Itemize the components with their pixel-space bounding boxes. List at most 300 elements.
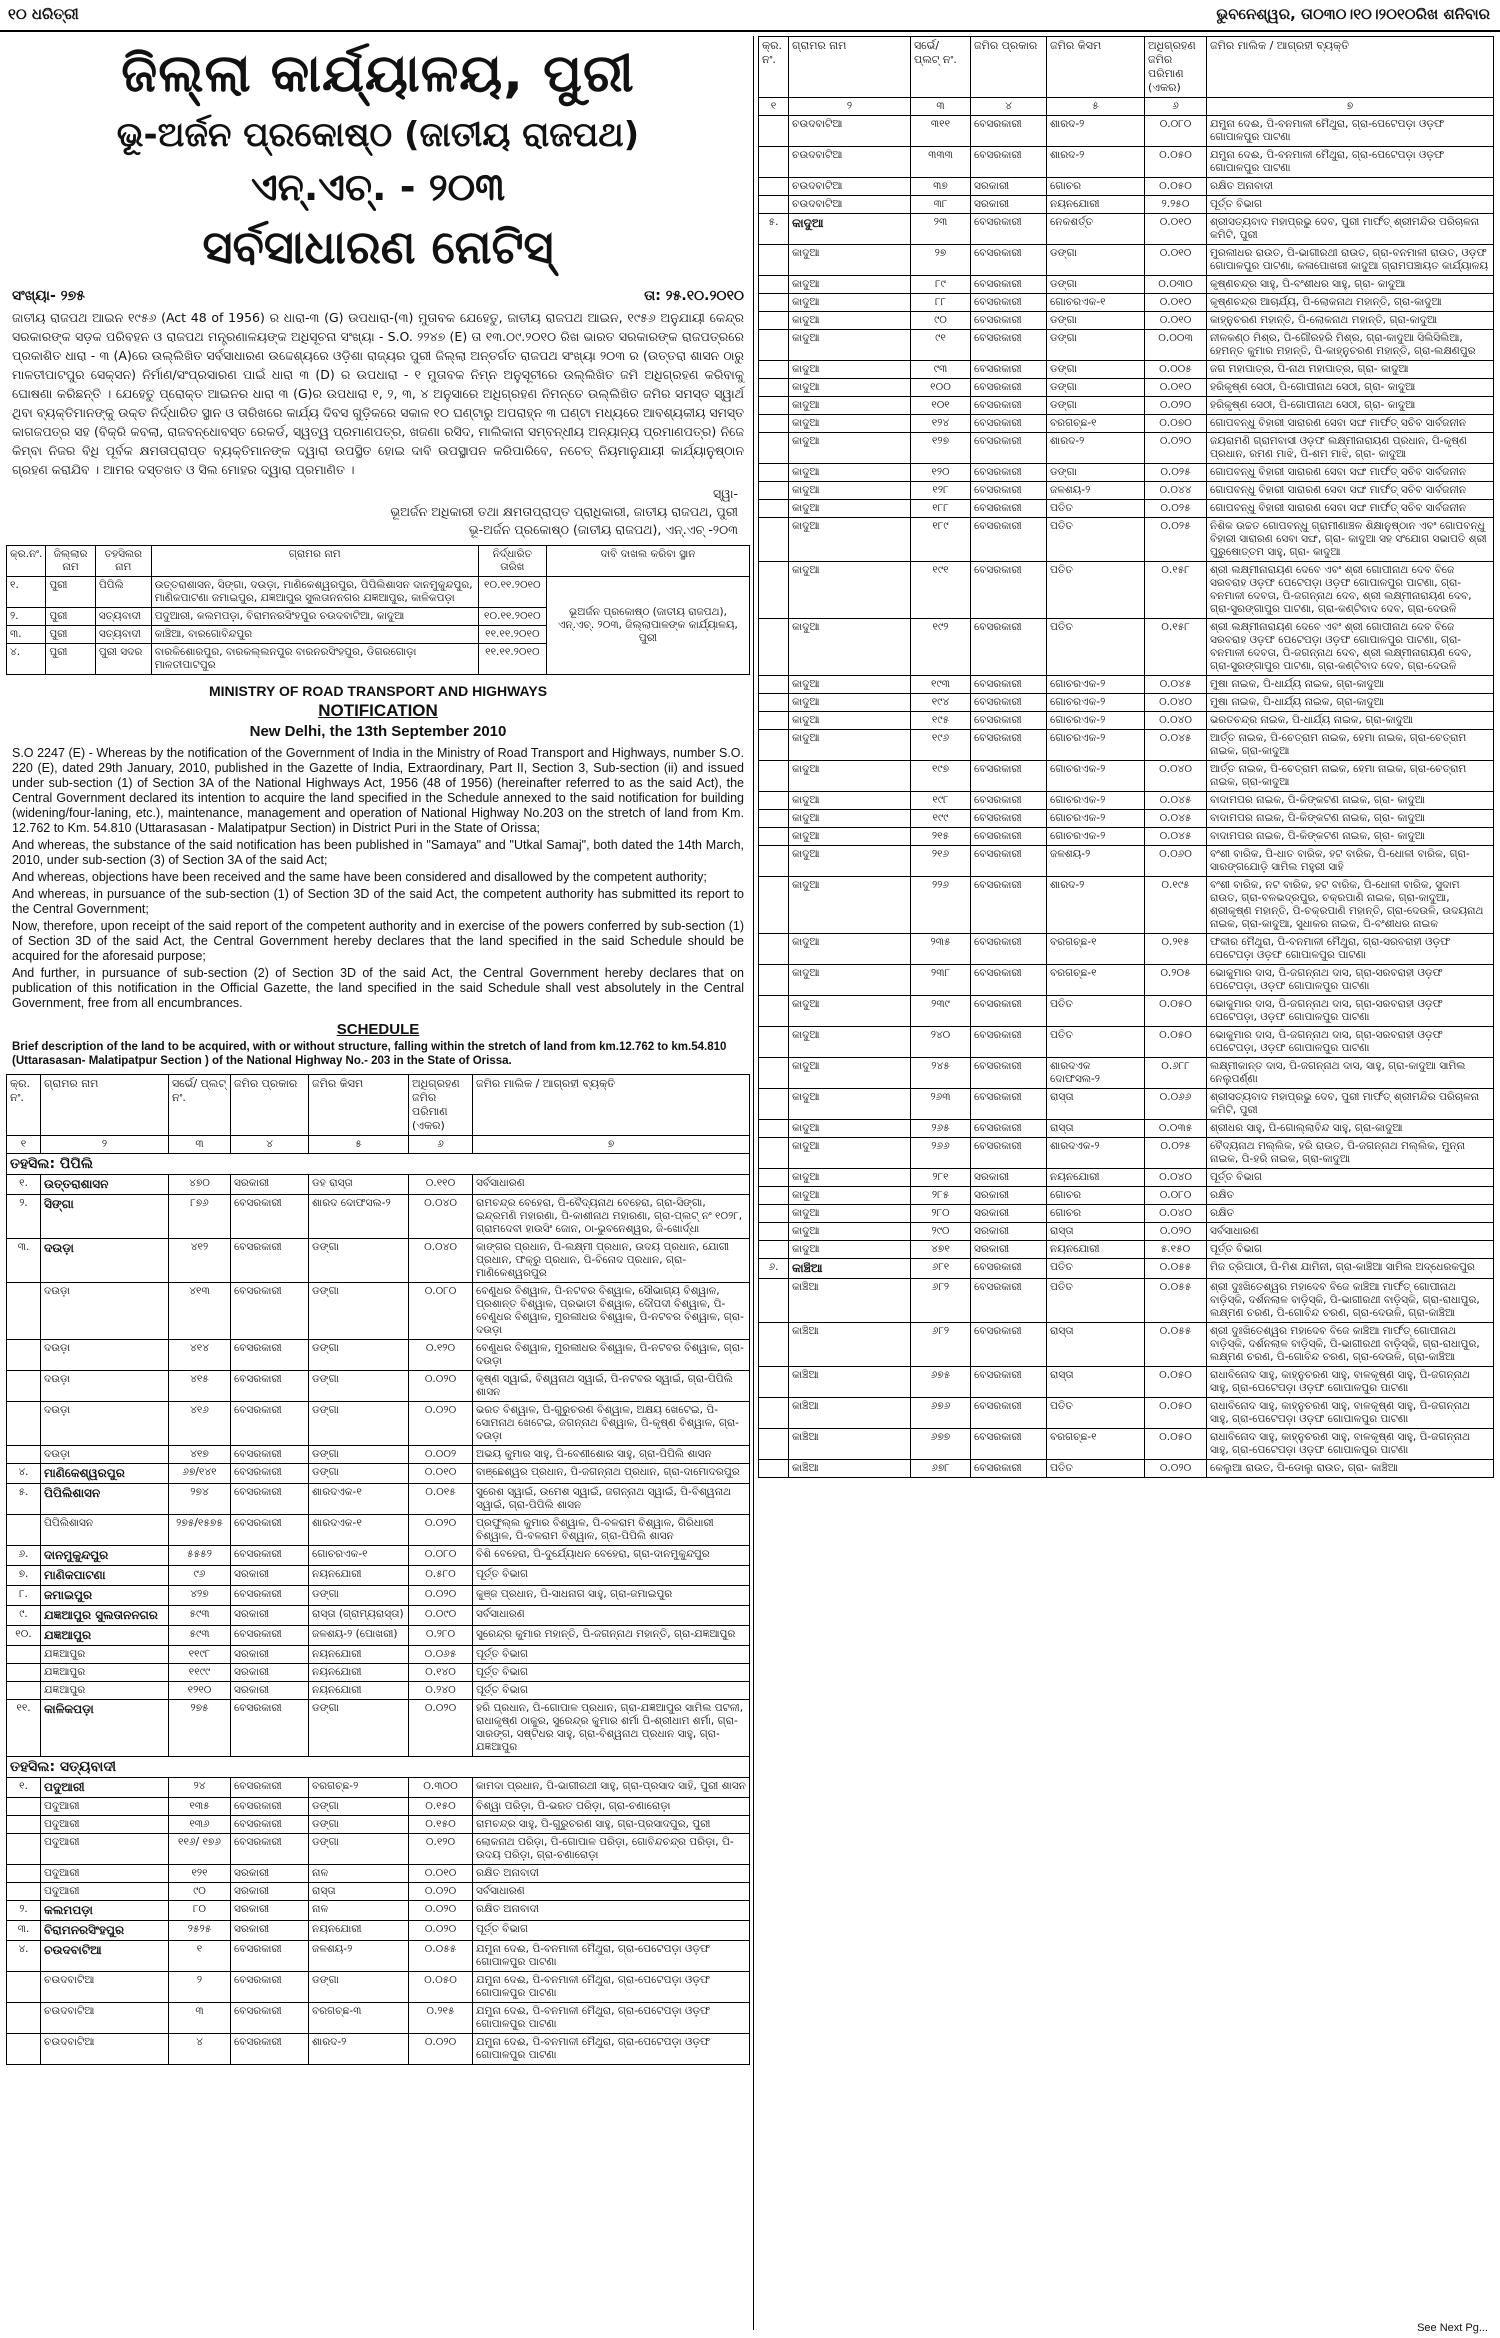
schedule-area-cell: ୦.୦୪୫ [1145,792,1207,810]
schedule-village-cell: କାଦୁଆ [789,1027,911,1058]
schedule-sl-cell [7,1883,41,1901]
schedule-area-cell: ୦.୦୨୦ [409,2034,473,2065]
schedule-area-cell: ୦.୦୧୦ [1145,312,1207,330]
masthead [0,0,1500,32]
schedule-plot-cell: ୨୩ [911,214,971,245]
schedule-plot-cell: ୯୦ [169,1883,231,1901]
schedule-plot-cell: ୧୯୫ [911,712,971,730]
schedule-kisam-cell: ପତିତ [1047,996,1145,1027]
schedule-owner-cell: ଜୟରାମଣି ଗ୍ରାମବାସୀ ଓଡ଼ଫ ଲକ୍ଷ୍ମୀନାରାୟଣ ପ୍ରଧାନ, ପି-କୃଷ୍ଣ ପ୍ରଧାନ, ରମଣ ମାଝି, ପି-ଶମ ମାଝି, ଗ୍ରା- କାଦୁଆ [1207,433,1494,464]
schedule-sl-cell [759,276,789,294]
table-row [7,1340,750,1371]
schedule-village-cell: ପଦୁଆରୀ [41,1816,169,1834]
schedule-kisam-cell: ବରଗଚ୍ଛ-୧ [1047,415,1145,433]
schedule-village-cell: କାଞ୍ଚିଆ [789,1367,911,1398]
schedule-area-cell: ୦.୦୬୬ [1145,1089,1207,1120]
schedule-kisam-cell: ଡଙ୍ଗା [309,1340,409,1371]
schedule-sl-cell [759,312,789,330]
schedule-plot-cell: ୨୧୬ [911,846,971,877]
schedule-sl-cell [7,2034,41,2065]
schedule-owner-cell: ଶ୍ରୀ ଦୁଃଖିତେଶ୍ୱର ମହାଦେବ ବିଜେ କାଞ୍ଚିଆ ମାର୍ଫତ୍ ଗୋପୀନାଥ ବାଡ଼ିସ୍କି, ଦର୍ଶନଲାଳ ବାଡ଼ିସ୍କି, ପି-ଭାଗୀରଥୀ ବାଡ଼ିସ୍କି, ଗ୍ରା-ରାଧାପୁର, ଲକ୍ଷ୍ମଣ ଚରଣ, ପି-ଗୋବିନ୍ଦ ଚରଣ, ଗ୍ରା-ଦେଉଳି, ଗ୍ରା-କାଞ୍ଚିଆ [1207,1323,1494,1367]
schedule-kind-cell: ସରକାରୀ [971,178,1047,196]
schedule-kisam-cell: ପତିତ [1047,1027,1145,1058]
schedule-kind-cell: ବେସରକାରୀ [231,1239,309,1283]
schedule-owner-cell: ହରିକୃଷ୍ଣ ସେଠୀ, ପି-ଗୋପୀନାଥ ସେଠୀ, ଗ୍ରା- କାଦୁଆ [1207,397,1494,415]
schedule-kind-cell: ବେସରକାରୀ [231,1778,309,1798]
schedule-plot-cell: ୧୯୮ [911,792,971,810]
schedule-kind-cell: ବେସରକାରୀ [971,379,1047,397]
schedule-plot-cell: ୩୮ [911,196,971,214]
schedule-kind-cell: ସରକାରୀ [971,1205,1047,1223]
schedule-village-cell: କାଞ୍ଚିଆ [789,1259,911,1279]
schedule-kind-cell: ବେସରକାରୀ [971,330,1047,361]
schedule-kind-cell: ବେସରକାରୀ [971,245,1047,276]
schedule-village-cell: କାଦୁଆ [789,712,911,730]
sign-line-3: ଭୂ-ଅର୍ଜନ ପ୍ରକୋଷ୍ଠ (ଜାତୀୟ ରାଜପଥ), ଏନ୍.ଏଚ୍ -୨୦୩ [468,522,738,537]
schedule-area-cell: ୦.୦୮୦ [1145,1187,1207,1205]
schedule-kisam-cell: ଡଙ୍ଗା [1047,312,1145,330]
schedule-area-cell: ୦.୦୫୦ [1145,178,1207,196]
schedule-village-cell: କାଦୁଆ [789,1169,911,1187]
schedule-kind-cell: ବେସରକାରୀ [971,934,1047,965]
schedule-area-cell: ୦.୦୫୦ [1145,1367,1207,1398]
hearing-header-cell: ଦାବି ଦାଖଲ କରିବା ସ୍ଥାନ [546,546,749,577]
table-row [7,1865,750,1883]
hearing-sl-cell: ୧. [7,577,46,608]
schedule-owner-cell: ଯମୁନା ଦେଈ, ପି-ବନମାଳୀ ମୈଥୁରା, ଗ୍ରା-ପେଟେପଡ଼ା ଓଡ଼ଫ ଗୋପାଳପୁର ପାଟଣା [473,2003,750,2034]
schedule-area-cell: ୦.୦୧୦ [409,1464,473,1484]
schedule-plot-cell: ୧୯୪ [911,694,971,712]
table-row [759,1089,1494,1120]
schedule-sl-cell [759,196,789,214]
table-row [7,1283,750,1340]
hearing-villages-cell: ଉତ୍ତରାଶାସନ, ସିଙ୍ଗା, ଦଉଡ଼ା, ମାଣିକେଶ୍ୱରପୁର, ପିପିଲିଶାସନ ଦାନମୁକୁନ୍ଦପୁର, ମାଣିକପାଟଣା ଜମାଇପୁର, ଯଜ୍ଞଆପୁର ସୁଲତାନନଗର ଯଜ୍ଞଆପୁର, କାଳିକପଡ଼ା [151,577,478,608]
schedule-village-cell: କାଦୁଆ [789,562,911,619]
schedule-owner-cell: ମୁଷା ନାଇକ, ପି-ଧାର୍ଯ୍ୟ ନାଇକ, ଗ୍ରା-କାଦୁଆ [1207,676,1494,694]
table-row [759,1398,1494,1429]
schedule-area-cell: ୦.୦୧୦ [1145,245,1207,276]
table-row [7,1972,750,2003]
schedule-kind-cell: ବେସରକାରୀ [971,996,1047,1027]
hearing-header-cell: ତହସିଲର ନାମ [95,546,151,577]
schedule-kind-cell: ବେସରକାରୀ [231,1798,309,1816]
schedule-village-cell: କାଦୁଆ [789,619,911,676]
schedule-owner-cell: ପୂର୍ତ୍ତ ବିଭାଗ [1207,196,1494,214]
schedule-sl-cell [759,116,789,147]
schedule-owner-cell: ଭରତ ବିଶ୍ୱାଳ, ପି-ଗୁରୁଚରଣ ବିଶ୍ୱାଳ, ଅକ୍ଷୟ ଖେଟେଇ, ପି-ସୋମନାଥ ଖେଟେଇ, ଜଗନ୍ନାଥ ବିଶ୍ୱାଳ, ପି-କୃଷ୍ଣ ବିଶ୍ୱାଳ, ଗ୍ରା- ଦଉଡ଼ା [473,1402,750,1446]
schedule-owner-cell: ପୂର୍ତ୍ତ ବିଭାଗ [473,1921,750,1941]
schedule-brief: Brief description of the land to be acquired, with or without structure, falling within the stretch of land from km.12.762 to km.54.810 (Uttarasasan- Malatipatpur Section ) of the National Highway No.- 203 in the State of Orissa. [12,1041,727,1067]
table-row [759,828,1494,846]
hearing-header-cell: ଗ୍ରାମର ନାମ [151,546,478,577]
schedule-area-cell: ୦.୨୮୦ [409,1626,473,1646]
notice-date: ତା: ୨୫.୧୦.୨୦୧୦ [644,288,744,304]
schedule-area-cell: ୦.୦୪୦ [1145,1205,1207,1223]
schedule-village-cell: କାଦୁଆ [789,761,911,792]
schedule-owner-cell: ଭୋକୁମାର ଦାସ, ପି-ଜଗନ୍ନାଥ ଦାସ, ଗ୍ରା-ସରବରାହୀ ଓଡ଼ଫ ପେଟେପଡ଼ା, ଓଡ଼ଫ ଗୋପାଳପୁର ପାଟଣା [1207,965,1494,996]
schedule-sl-cell [759,676,789,694]
schedule-area-cell: ୦.୧୫୦ [409,1816,473,1834]
continued-note: See Next Pg... [1417,2322,1488,2334]
schedule-area-cell: ୦.୦୮୦ [409,1283,473,1340]
schedule-kind-cell: ସରକାରୀ [231,1865,309,1883]
schedule-area-cell: ୫.୧୫୦ [1145,1241,1207,1259]
schedule-kisam-cell: ପତିତ [1047,562,1145,619]
schedule-kind-cell: ବେସରକାରୀ [231,1283,309,1340]
hearing-sl-cell: ୨. [7,608,46,626]
schedule-number-cell: ୩ [911,98,971,116]
schedule-kind-cell: ବେସରକାରୀ [971,562,1047,619]
hearing-date-cell: ୧୧.୧୧.୨୦୧୦ [478,626,546,644]
schedule-number-cell: ୨ [789,98,911,116]
table-row [759,1120,1494,1138]
schedule-sl-cell [759,846,789,877]
schedule-kisam-cell: ନୟନଯୋରୀ [309,1682,409,1700]
schedule-village-cell: ଉତ୍ତରାଶାସନ [41,1175,169,1195]
schedule-plot-cell: ୧୧୯୯ [169,1664,231,1682]
table-row [759,147,1494,178]
table-row [759,1259,1494,1279]
schedule-plot-cell: ୧୨୮ [911,482,971,500]
schedule-kisam-cell: ଡଙ୍ଗା [1047,276,1145,294]
schedule-owner-cell: ମୁଷା ନାଇକ, ପି-ଧାର୍ଯ୍ୟ ନାଇକ, ଗ୍ରା-କାଦୁଆ [1207,694,1494,712]
table-row [759,965,1494,996]
schedule-kisam-cell: ନୟନଯୋରୀ [309,1921,409,1941]
schedule-sl-cell [7,1283,41,1340]
schedule-kind-cell: ବେସରକାରୀ [971,810,1047,828]
schedule-area-cell: ୦.୦୭୦ [1145,415,1207,433]
schedule-kisam-cell: ରାସ୍ତା [309,1883,409,1901]
schedule-owner-cell: କୃଷ୍ଣଚନ୍ଦ୍ର ଆଚାର୍ଯ୍ୟ, ପି-ଲୋକନାଥ ମହାନ୍ତି, ଗ୍ରା-କାଦୁଆ [1207,294,1494,312]
schedule-plot-cell: ୬୭୭ [911,1429,971,1460]
schedule-plot-cell: ୮୯ [911,276,971,294]
schedule-kisam-cell: ନାଳ [309,1865,409,1883]
schedule-area-cell: ୦.୦୨୦ [1145,397,1207,415]
schedule-village-cell: କାଞ୍ଚିଆ [789,1460,911,1478]
schedule-kisam-cell: ଗୋଚରଏକ-୨ [1047,730,1145,761]
schedule-area-cell: ୦.୦୦୩ [1145,330,1207,361]
schedule-village-cell: ଦଉଡ଼ା [41,1283,169,1340]
schedule-owner-cell: ନିଶିକ ଉଚ୍ଚତ ଗୋପବନ୍ଧୁ ଗ୍ରାମୀଣାଞ୍ଚଳ ଶିକ୍ଷାନୁଷ୍ଠାନ ଏବଂ ଗୋପବନ୍ଧୁ ବିହାରୀ ସାରାରଣ ସେବା ସଙ୍ଘ, ଗ୍ରା- କାଦୁଆ ସହ ସଂଯୋଗ ସଭାପତି ଶ୍ରୀ ପୁରୁଷୋତ୍ତମ ସାହୁ, ଗ୍ରା- କାଦୁଆ [1207,518,1494,562]
schedule-sl-cell: ୧. [7,1175,41,1195]
schedule-sl-cell [759,996,789,1027]
schedule-plot-cell: ୪ [169,2034,231,2065]
schedule-plot-cell: ୧ [169,1941,231,1972]
schedule-owner-cell: ଆର୍ତ୍ତ ନାଇକ, ପି-ଚେତ୍ରାମ ନାଇକ, ହେମା ନାଇକ, ଗ୍ରା-ଚେତ୍ରାମ ନାଇକ, ଗ୍ରା-କାଦୁଆ [1207,761,1494,792]
schedule-plot-cell: ୬୮୨ [911,1323,971,1367]
schedule-kind-cell: ସରକାରୀ [231,1883,309,1901]
schedule-sl-cell [759,877,789,934]
schedule-owner-cell: ବିଶ୍ୱା ପରିଡ଼ା, ପି-ଭରତ ପରିଡ଼ା, ଗ୍ରା-ଚଣାରୋଡ଼ା [473,1798,750,1816]
schedule-owner-cell: ବେଣୁଧର ବିଶ୍ୱାଳ, ମୁରଲୀଧର ବିଶ୍ୱାଳ, ପି-ନଟବର ବିଶ୍ୱାଳ, ଗ୍ରା- ଦଉଡ଼ା [473,1340,750,1371]
schedule-sl-cell: ୧୦. [7,1626,41,1646]
schedule-owner-cell: ମିଜ ତ୍ରିପାଠୀ, ପି-ମିଶ ଯାମିନୀ, ଗ୍ରା-କାଞ୍ଚିଆ ସାମିଲ ଅଦ୍ଧେରକପୁର [1207,1259,1494,1279]
schedule-village-cell: କାଦୁଆ [789,730,911,761]
schedule-kisam-cell: ନୟନଯୋରୀ [1047,1169,1145,1187]
schedule-area-cell: ୦.୨୧୫ [409,2003,473,2034]
schedule-owner-cell: ଗୋପବନ୍ଧୁ ବିହାରୀ ସାରାରଣ ସେବା ସଙ୍ଘ ମାର୍ଫତ୍ ସଚିବ ସାର୍ବଜନୀନ [1207,464,1494,482]
schedule-kisam-cell: ଡଙ୍ଗା [1047,361,1145,379]
table-row [7,1464,750,1484]
table-row [7,1798,750,1816]
schedule-area-cell: ୦.୦୫୦ [1145,1027,1207,1058]
schedule-plot-cell: ୪୧୪ [169,1340,231,1371]
schedule-village-cell: ଦଉଡ଼ା [41,1239,169,1283]
schedule-area-cell: ୦.୦୪୫ [1145,810,1207,828]
schedule-kind-cell: ସରକାରୀ [231,1682,309,1700]
schedule-owner-cell: ବାଞ୍ଛେଶ୍ୱର ପ୍ରଧାନ, ପି-ଜଗନ୍ନାଥ ପ୍ରଧାନ, ଗ୍ରା-ଦାମୋଦରପୁର [473,1464,750,1484]
schedule-owner-cell: ଗୋପବନ୍ଧୁ ବିହାରୀ ସାରାରଣ ସେବା ସଙ୍ଘ ମାର୍ଫତ୍ ସଚିବ ସାର୍ବଜନୀନ [1207,415,1494,433]
schedule-kind-cell: ବେସରକାରୀ [971,828,1047,846]
schedule-owner-cell: ସୁରେନ୍ଦ୍ର କୁମାର ମହାନ୍ତି, ପି-ଜଗନ୍ନାଥ ମହାନ୍ତି, ଗ୍ରା-ଯଜ୍ଞଆପୁର [473,1626,750,1646]
schedule-kind-cell: ବେସରକାରୀ [971,1089,1047,1120]
schedule-kisam-cell: ଗୋଚରଏକ-୨ [1047,712,1145,730]
schedule-kisam-cell: ଡହ ରାସ୍ତା [309,1175,409,1195]
schedule-kind-cell: ସରକାରୀ [971,1223,1047,1241]
schedule-area-cell: ୦.୦୮୦ [1145,116,1207,147]
schedule-plot-cell: ୨୬୫ [911,1120,971,1138]
schedule-village-cell: କାଦୁଆ [789,1089,911,1120]
table-row [7,2003,750,2034]
table-row [7,1515,750,1546]
table-row [759,464,1494,482]
schedule-sl-cell [759,761,789,792]
schedule-number-cell: ୩ [169,1136,231,1154]
schedule-plot-cell: ୨୭୫/୧୫୭୫ [169,1515,231,1546]
schedule-area-cell: ୦.୦୫୦ [1145,1429,1207,1460]
schedule-sl-cell [7,1682,41,1700]
schedule-owner-cell: କାହ୍ନୁଚରଣ ମହାନ୍ତି, ପି-ଲୋକନାଥ ମହାନ୍ତି, ଗ୍ରା-କାଦୁଆ [1207,312,1494,330]
schedule-plot-cell: ୧୨୪ [911,415,971,433]
schedule-kisam-cell: ଗୋଚରଏକ-୨ [1047,694,1145,712]
schedule-kind-cell: ବେସରକାରୀ [971,1429,1047,1460]
schedule-sl-cell [759,178,789,196]
schedule-village-cell: ପଦୁଆରୀ [41,1778,169,1798]
ref-line [6,288,750,304]
schedule-header-cell: ସର୍ଭେ/ ପ୍ଲଟ୍ ନଂ. [169,1075,231,1136]
schedule-owner-cell: ଆର୍ତ୍ତ ନାଇକ, ପି-ଚେତ୍ରାମ ନାଇକ, ହେମା ନାଇକ, ଗ୍ରା-ଚେତ୍ରାମ ନାଇକ, ଗ୍ରା-କାଦୁଆ [1207,730,1494,761]
schedule-kind-cell: ବେସରକାରୀ [971,276,1047,294]
hearing-header-cell: ଜିଲ୍ଲାର ନାମ [46,546,96,577]
schedule-kisam-cell: ଡଙ୍ଗା [309,1834,409,1865]
schedule-kisam-cell: ଜଳଶୟ-୨ [1047,846,1145,877]
schedule-owner-cell: ଲକ୍ଷ୍ମୀକାନ୍ତ ଦାସ, ପି-ଜଗନ୍ନାଥ ଦାସ, ସାହୁ, ଗ୍ରା-କାଦୁଆ ସାମିଲ ନେଲୁପର୍ଣ୍ଣା [1207,1058,1494,1089]
schedule-kisam-cell: ରାସ୍ତା [1047,1120,1145,1138]
notification-heading: NOTIFICATION [318,701,438,720]
schedule-kind-cell: ବେସରକାରୀ [231,1515,309,1546]
schedule-area-cell: ୦.୦୨୦ [1145,1223,1207,1241]
schedule-village-cell: କାଦୁଆ [789,1187,911,1205]
hearing-district-cell: ପୁରୀ [46,644,96,675]
schedule-area-cell: ୦.୩୦୦ [409,1778,473,1798]
schedule-kisam-cell: ଗୋଚରଏକ-୨ [1047,792,1145,810]
schedule-sl-cell [7,1834,41,1865]
schedule-kind-cell: ବେସରକାରୀ [231,2034,309,2065]
schedule-area-cell: ୦.୧୫୮ [1145,619,1207,676]
schedule-kisam-cell: ଗୋଚରଏକ-୨ [1047,761,1145,792]
schedule-owner-cell: କାମଦା ପ୍ରଧାନ, ପି-ଭାଗୀରଥୀ ସାହୁ, ଗ୍ରା-ପ୍ରସାଦ ସାହି, ପୁରୀ ଶାସନ [473,1778,750,1798]
schedule-area-cell: ୦.୦୬୫ [409,1646,473,1664]
schedule-kind-cell: ବେସରକାରୀ [971,1279,1047,1323]
tehsil-heading: ତହସିଲ: ସତ୍ୟବାଦୀ [7,1757,750,1778]
schedule-area-cell: ୦.୦୪୦ [409,1239,473,1283]
schedule-plot-cell: ୫୯୩ [169,1626,231,1646]
schedule-kisam-cell: ଗୋଚରଏକ-୨ [1047,810,1145,828]
schedule-kisam-cell: ଶାରଦଏକ-୧ [309,1484,409,1515]
table-row [7,1546,750,1566]
schedule-kind-cell: ବେସରକାରୀ [971,877,1047,934]
table-row [7,1816,750,1834]
table-row [759,1223,1494,1241]
table-row [759,214,1494,245]
schedule-kisam-cell: ଡଙ୍ଗା [309,1239,409,1283]
schedule-kind-cell: ବେସରକାରୀ [971,397,1047,415]
schedule-number-cell: ୪ [971,98,1047,116]
schedule-owner-cell: ବାଦାମପର ନାଇକ, ପି-କିଙ୍କଟଣ ନାଇକ, ଗ୍ରା- କାଦୁଆ [1207,828,1494,846]
schedule-header-cell: ଜମିର ପ୍ରକାର [231,1075,309,1136]
table-row [759,312,1494,330]
schedule-plot-cell: ୨୩୯ [911,996,971,1027]
claim-place-cell: ଭୂଅର୍ଜନ ପ୍ରକୋଷ୍ଠ (ଜାତୀୟ ରାଜପଥ), ଏନ୍.ଏଚ୍. ୨୦୩, ଜିଲ୍ଲାପାଳଙ୍କ କାର୍ଯ୍ୟାଳୟ, ପୁରୀ [546,577,749,675]
schedule-header-cell: ଗ୍ରାମର ନାମ [789,37,911,98]
schedule-village-cell: କାଦୁଆ [789,1138,911,1169]
notice-title: ଜିଲ୍ଲା କାର୍ଯ୍ୟାଳୟ, ପୁରୀ [121,44,635,104]
schedule-sl-cell: ୧. [7,1778,41,1798]
schedule-kisam-cell: ନୟନଯୋରୀ [309,1664,409,1682]
table-row [7,1834,750,1865]
schedule-kind-cell: ସରକାରୀ [231,1664,309,1682]
schedule-plot-cell: ୪୧୬ [169,1402,231,1446]
schedule-kisam-cell: ଗୋଚର [1047,1205,1145,1223]
schedule-owner-cell: ଅଭୟ କୁମାର ସାହୁ, ପି-ବେଣୀଶୋର ସାହୁ, ଗ୍ରା-ପିପିଲି ଶାସନ [473,1446,750,1464]
schedule-village-cell: କାଦୁଆ [789,415,911,433]
table-row [759,1241,1494,1259]
schedule-area-cell: ୦.୦୨୫ [1145,464,1207,482]
schedule-village-cell: କାଞ୍ଚିଆ [789,1323,911,1367]
table-row [7,1664,750,1682]
schedule-village-cell: କାଦୁଆ [789,294,911,312]
schedule-number-cell: ୨ [41,1136,169,1154]
schedule-area-cell: ୦.୨୧୫ [1145,934,1207,965]
hearing-sl-cell: ୩. [7,626,46,644]
schedule-header-cell: କ୍ର. ନଂ. [759,37,789,98]
table-row [759,792,1494,810]
schedule-village-cell: ଦାନମୁକୁନ୍ଦପୁର [41,1546,169,1566]
schedule-plot-cell: ୯୩ [911,361,971,379]
schedule-sl-cell [759,1138,789,1169]
hearing-date-cell: ୧୦.୧୧.୨୦୧୦ [478,608,546,626]
table-row [7,1484,750,1515]
hearing-header-row [7,546,750,577]
schedule-kisam-cell: ପତିତ [1047,518,1145,562]
schedule-kisam-cell: ଡଙ୍ଗା [309,1464,409,1484]
schedule-village-cell: କାଦୁଆ [789,312,911,330]
table-row [759,1205,1494,1223]
schedule-owner-cell: ରାମଚନ୍ଦ୍ର ବେହେରା, ପି-ବୈଦ୍ୟନାଥ ବେହେରା, ଗ୍ରା-ସିଙ୍ଗା, ଇନ୍ଦ୍ରମଣି ମହାରଣା, ପି-କାଶୀନାଥ ମହାରଣା, ଗ୍ରା-ପ୍ଲଟ୍ ନଂ ୧୦୨୮, ଗ୍ରାମଦେବୀ ହାଉସିଂ ଜୋନ, ଠା-ଭୁବନେଶ୍ୱର, ଜି-ଖୋର୍ଦ୍ଧା [473,1195,750,1239]
schedule-sl-cell [759,1460,789,1478]
schedule-plot-cell: ୩୩୩ [911,147,971,178]
schedule-kind-cell: ବେସରକାରୀ [971,433,1047,464]
schedule-kind-cell: ବେସରକାରୀ [231,1586,309,1606]
schedule-sl-cell [759,792,789,810]
schedule-village-cell: ଯଜ୍ଞଆପୁର [41,1664,169,1682]
schedule-kind-cell: ବେସରକାରୀ [971,214,1047,245]
schedule-area-cell: ୦.୦୨୦ [409,1402,473,1446]
schedule-owner-cell: ଗୋପବନ୍ଧୁ ବିହାରୀ ସାରାରଣ ସେବା ସଙ୍ଘ ମାର୍ଫତ୍ ସଚିବ ସାର୍ବଜନୀନ [1207,500,1494,518]
schedule-village-cell: ମାଣିକେଶ୍ୱରପୁର [41,1464,169,1484]
table-row [759,761,1494,792]
schedule-village-cell: କାଦୁଆ [789,965,911,996]
schedule-owner-cell: ଯମୁନା ଦେଈ, ପି-ବନମାଳୀ ମୈଥୁରା, ଗ୍ରା-ପେଟେପଡ଼ା ଓଡ଼ଫ ଗୋପାଳପୁର ପାଟଣା [473,1941,750,1972]
table-row [7,1901,750,1921]
schedule-area-cell: ୦.୦୫୦ [409,1972,473,2003]
schedule-area-cell: ୦.୦୨୦ [409,1586,473,1606]
schedule-area-cell: ୦.୦୨୫ [1145,500,1207,518]
notification-date: New Delhi, the 13th September 2010 [249,723,507,740]
schedule-village-cell: ଦଉଡ଼ା [41,1446,169,1464]
table-row [7,1195,750,1239]
schedule-kind-cell: ବେସରକାରୀ [231,1972,309,2003]
schedule-number-cell: ୭ [1207,98,1494,116]
table-row [759,500,1494,518]
schedule-sl-cell: ୧୧. [7,1700,41,1757]
schedule-sl-cell [7,1371,41,1402]
schedule-area-cell: ୦.୧୨୦ [409,1340,473,1371]
schedule-village-cell: ଦଉଡ଼ା [41,1340,169,1371]
hearing-date-cell: ୧୧.୧୧.୨୦୧୦ [478,644,546,675]
schedule-area-cell: ୦.୦୨୦ [409,1901,473,1921]
schedule-plot-cell: ୨୭୪ [169,1484,231,1515]
schedule-kisam-cell: ବରଗଚ୍ଛ-୩ [309,2003,409,2034]
schedule-kisam-cell: ଡଙ୍ଗା [309,1798,409,1816]
schedule-village-cell: ଚଉଦବାଟିଆ [41,1972,169,2003]
hearing-district-cell: ପୁରୀ [46,608,96,626]
schedule-plot-cell: ୪୧୨ [169,1239,231,1283]
column-divider [753,36,754,2330]
hearing-sl-cell: ୪. [7,644,46,675]
schedule-owner-cell: ଶ୍ରୀସତ୍ୟବାଦ ମହାପ୍ରଭୁ ଦେବ, ପୁରୀ ମାର୍ଫତ୍ ଶ୍ରୀମନ୍ଦିର ପରିଚାଳନା କମିଟି, ପୁରୀ [1207,1089,1494,1120]
schedule-kind-cell: ବେସରକାରୀ [971,1398,1047,1429]
schedule-kind-cell: ବେସରକାରୀ [971,1120,1047,1138]
schedule-sl-cell [7,1646,41,1664]
schedule-sl-cell: ୬. [7,1546,41,1566]
schedule-kisam-cell: ଜଳଶୟ-୨ [1047,482,1145,500]
schedule-plot-cell: ୨୮୧ [911,1169,971,1187]
table-row [7,1700,750,1757]
schedule-kisam-cell: ଶାରଦ-୨ [1047,116,1145,147]
schedule-area-cell: ୦.୧୪୦ [409,1664,473,1682]
table-row [759,676,1494,694]
schedule-kind-cell: ବେସରକାରୀ [231,1626,309,1646]
schedule-header-cell: ସର୍ଭେ/ ପ୍ଲଟ୍ ନଂ. [911,37,971,98]
schedule-kisam-cell: ପତିତ [1047,1398,1145,1429]
schedule-kisam-cell: ଶାରଦଏକ ଦୋଫସଲ-୨ [1047,1058,1145,1089]
notification-paragraph: And whereas, objections have been received and the same have been considered and disallowed by the competent authority; [12,870,707,884]
table-row [759,178,1494,196]
table-row [7,1371,750,1402]
table-row [7,1778,750,1798]
schedule-kind-cell: ବେସରକାରୀ [971,1460,1047,1478]
schedule-plot-cell: ୧୨୦ [911,464,971,482]
hearing-header-cell: କ୍ର.ନଂ. [7,546,46,577]
right-column [758,36,1494,2330]
schedule-owner-cell: ରକ୍ଷିତ ଅନାବାଦୀ [473,1865,750,1883]
schedule-header-cell: ଜମିର କିସମ [1047,37,1145,98]
notice-number: ସଂଖ୍ୟା- ୨୭୫ [12,288,85,304]
schedule-owner-cell: କୃଷ୍ଣ ସ୍ୱାଇଁ, ବିଶ୍ୱନାଥ ସ୍ୱାଇଁ, ପି-ନଟବର ସ୍ୱାଇଁ, ଗ୍ରା-ପିପିଲି ଶାସନ [473,1371,750,1402]
schedule-header-cell: ଜମିର କିସମ [309,1075,409,1136]
schedule-village-cell: କାଦୁଆ [789,518,911,562]
